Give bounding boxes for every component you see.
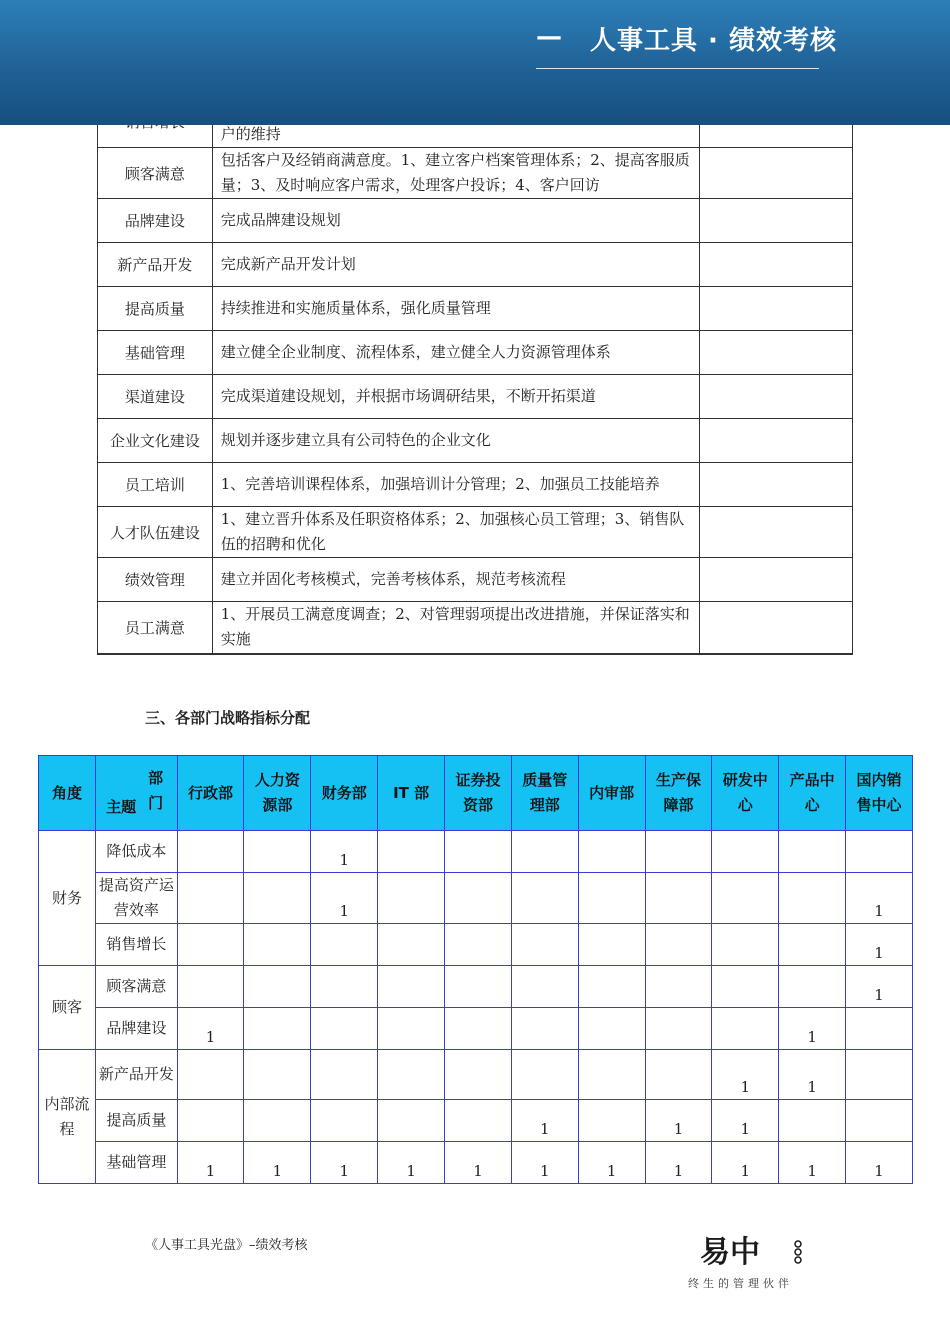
header-underline — [536, 68, 819, 69]
angle-cell: 顾客 — [39, 966, 96, 1050]
value-cell — [846, 1100, 913, 1142]
empty-cell — [700, 558, 853, 602]
table-row — [98, 148, 853, 199]
value-cell: 1 — [578, 1142, 645, 1184]
topic-cell: 企业文化建设 — [98, 419, 213, 463]
header-title: 人事工具 · 绩效考核 — [590, 26, 837, 56]
angle-cell: 内部流程 — [39, 1050, 96, 1184]
description-cell: 1、开展员工满意度调查；2、对管理弱项提出改进措施，并保证落实和实施 — [212, 602, 700, 654]
value-cell — [578, 1008, 645, 1050]
value-cell — [645, 873, 712, 924]
table-row — [39, 873, 913, 924]
value-cell: 1 — [846, 1142, 913, 1184]
department-header: 产品中心 — [779, 756, 846, 831]
footer-text: 《人事工具光盘》–绩效考核 — [145, 1238, 308, 1253]
table-row — [39, 966, 913, 1008]
empty-cell — [700, 375, 853, 419]
description-cell: 完成品牌建设规划 — [212, 199, 700, 243]
empty-cell — [700, 419, 853, 463]
topic-cell: 降低成本 — [96, 831, 178, 873]
topic-cell: 提高质量 — [98, 287, 213, 331]
value-cell — [846, 1008, 913, 1050]
table-row — [39, 1008, 913, 1050]
department-allocation-table — [38, 755, 913, 1184]
value-cell — [244, 966, 311, 1008]
value-cell — [177, 1100, 244, 1142]
value-cell — [445, 966, 512, 1008]
value-cell — [511, 1050, 578, 1100]
description-cell: 完成渠道建设规划，并根据市场调研结果，不断开拓渠道 — [212, 375, 700, 419]
value-cell — [244, 1100, 311, 1142]
value-cell: 1 — [311, 873, 378, 924]
topic-cell: 人才队伍建设 — [98, 507, 213, 558]
value-cell — [445, 1100, 512, 1142]
topic-cell: 新产品开发 — [98, 243, 213, 287]
value-cell — [177, 966, 244, 1008]
value-cell — [378, 1100, 445, 1142]
department-header: 证券投资部 — [445, 756, 512, 831]
value-cell — [779, 966, 846, 1008]
value-cell: 1 — [712, 1050, 779, 1100]
department-header: IT 部 — [378, 756, 445, 831]
value-cell — [311, 1100, 378, 1142]
value-cell — [378, 1050, 445, 1100]
topic-cell: 渠道建设 — [98, 375, 213, 419]
topic-cell: 销售增长 — [96, 924, 178, 966]
header-corner — [96, 756, 178, 831]
value-cell — [578, 831, 645, 873]
value-cell — [177, 924, 244, 966]
value-cell: 1 — [378, 1142, 445, 1184]
value-cell — [445, 1008, 512, 1050]
value-cell — [846, 831, 913, 873]
value-cell — [177, 831, 244, 873]
empty-cell — [700, 287, 853, 331]
department-header: 生产保障部 — [645, 756, 712, 831]
department-header: 国内销售中心 — [846, 756, 913, 831]
topic-cell: 提高资产运营效率 — [96, 873, 178, 924]
topic-cell: 员工培训 — [98, 463, 213, 507]
section-heading: 三、各部门战略指标分配 — [145, 709, 311, 727]
topic-cell: 新产品开发 — [96, 1050, 178, 1100]
table-row — [39, 924, 913, 966]
value-cell: 1 — [177, 1008, 244, 1050]
value-cell — [511, 1008, 578, 1050]
empty-cell — [700, 463, 853, 507]
value-cell — [511, 966, 578, 1008]
value-cell — [378, 1008, 445, 1050]
department-header: 人力资源部 — [244, 756, 311, 831]
value-cell — [578, 1100, 645, 1142]
header-angle: 角度 — [39, 756, 96, 831]
value-cell — [779, 873, 846, 924]
value-cell: 1 — [645, 1142, 712, 1184]
empty-cell — [700, 331, 853, 375]
department-header: 质量管理部 — [511, 756, 578, 831]
description-cell: 规划并逐步建立具有公司特色的企业文化 — [212, 419, 700, 463]
table-row — [98, 243, 853, 287]
empty-cell — [700, 148, 853, 199]
value-cell — [779, 1100, 846, 1142]
value-cell — [177, 1050, 244, 1100]
value-cell: 1 — [712, 1100, 779, 1142]
value-cell — [511, 873, 578, 924]
table-row — [98, 287, 853, 331]
table-row — [39, 831, 913, 873]
value-cell — [578, 966, 645, 1008]
value-cell — [645, 924, 712, 966]
corner-topic-label: 主题 — [106, 798, 137, 816]
value-cell: 1 — [311, 831, 378, 873]
value-cell — [445, 831, 512, 873]
department-header: 财务部 — [311, 756, 378, 831]
value-cell — [244, 831, 311, 873]
description-cell: 户的维持 — [212, 96, 700, 148]
value-cell: 1 — [511, 1142, 578, 1184]
description-cell: 1、建立晋升体系及任职资格体系；2、加强核心员工管理；3、销售队伍的招聘和优化 — [212, 507, 700, 558]
table-row — [98, 463, 853, 507]
value-cell — [511, 831, 578, 873]
value-cell — [712, 924, 779, 966]
value-cell — [445, 1050, 512, 1100]
value-cell — [779, 831, 846, 873]
value-cell — [311, 966, 378, 1008]
value-cell — [645, 966, 712, 1008]
value-cell — [445, 873, 512, 924]
topic-cell: 基础管理 — [98, 331, 213, 375]
value-cell — [645, 1008, 712, 1050]
value-cell — [578, 1050, 645, 1100]
description-cell: 完成新产品开发计划 — [212, 243, 700, 287]
value-cell — [578, 924, 645, 966]
topic-cell: 提高质量 — [96, 1100, 178, 1142]
department-header: 行政部 — [177, 756, 244, 831]
topic-cell: 基础管理 — [96, 1142, 178, 1184]
description-cell: 持续推进和实施质量体系，强化质量管理 — [212, 287, 700, 331]
header-dash: — — [536, 22, 562, 52]
value-cell — [445, 924, 512, 966]
table-row — [98, 331, 853, 375]
logo-text: 易中 — [700, 1235, 760, 1270]
value-cell: 1 — [645, 1100, 712, 1142]
topic-cell: 绩效管理 — [98, 558, 213, 602]
value-cell — [578, 873, 645, 924]
table-row — [98, 419, 853, 463]
value-cell — [645, 831, 712, 873]
value-cell — [244, 924, 311, 966]
value-cell — [712, 966, 779, 1008]
value-cell: 1 — [177, 1142, 244, 1184]
table-header-row — [39, 756, 913, 831]
empty-cell — [700, 243, 853, 287]
description-cell: 建立并固化考核模式，完善考核体系，规范考核流程 — [212, 558, 700, 602]
description-cell: 包括客户及经销商满意度。1、建立客户档案管理体系；2、提高客服质量；3、及时响应客户需求，处理客户投诉；4、客户回访 — [212, 148, 700, 199]
topic-cell: 员工满意 — [98, 602, 213, 654]
value-cell — [712, 1008, 779, 1050]
value-cell: 1 — [846, 873, 913, 924]
header-banner — [0, 0, 950, 125]
table-row — [39, 1100, 913, 1142]
value-cell: 1 — [779, 1142, 846, 1184]
logo-tagline: 终生的管理伙伴 — [688, 1277, 793, 1290]
value-cell — [311, 1008, 378, 1050]
value-cell: 1 — [846, 924, 913, 966]
value-cell — [311, 924, 378, 966]
table-row — [98, 375, 853, 419]
value-cell — [712, 873, 779, 924]
value-cell — [244, 1008, 311, 1050]
value-cell: 1 — [445, 1142, 512, 1184]
value-cell — [244, 873, 311, 924]
value-cell: 1 — [779, 1008, 846, 1050]
value-cell — [177, 873, 244, 924]
value-cell — [712, 831, 779, 873]
value-cell — [779, 924, 846, 966]
empty-cell — [700, 507, 853, 558]
value-cell: 1 — [244, 1142, 311, 1184]
topic-cell: 顾客满意 — [98, 148, 213, 199]
department-header: 研发中心 — [712, 756, 779, 831]
value-cell — [846, 1050, 913, 1100]
department-header: 内审部 — [578, 756, 645, 831]
value-cell: 1 — [311, 1142, 378, 1184]
corner-dept-label: 部门 — [148, 769, 164, 812]
table-row — [98, 602, 853, 654]
table-row — [98, 199, 853, 243]
value-cell — [311, 1050, 378, 1100]
value-cell — [378, 966, 445, 1008]
description-cell: 建立健全企业制度、流程体系，建立健全人力资源管理体系 — [212, 331, 700, 375]
strategy-topics-table — [97, 95, 853, 655]
topic-cell: 顾客满意 — [96, 966, 178, 1008]
topic-cell: 品牌建设 — [98, 199, 213, 243]
empty-cell — [700, 602, 853, 654]
description-cell: 1、完善培训课程体系，加强培训计分管理；2、加强员工技能培养 — [212, 463, 700, 507]
value-cell — [378, 873, 445, 924]
table-row — [39, 1050, 913, 1100]
value-cell — [378, 924, 445, 966]
table-row — [98, 507, 853, 558]
value-cell: 1 — [511, 1100, 578, 1142]
value-cell — [645, 1050, 712, 1100]
value-cell: 1 — [779, 1050, 846, 1100]
table-row — [98, 558, 853, 602]
value-cell: 1 — [712, 1142, 779, 1184]
company-logo — [700, 1232, 810, 1272]
topic-cell: 品牌建设 — [96, 1008, 178, 1050]
value-cell — [244, 1050, 311, 1100]
table-row — [39, 1142, 913, 1184]
value-cell — [378, 831, 445, 873]
value-cell — [511, 924, 578, 966]
angle-cell: 财务 — [39, 831, 96, 966]
empty-cell — [700, 199, 853, 243]
value-cell: 1 — [846, 966, 913, 1008]
